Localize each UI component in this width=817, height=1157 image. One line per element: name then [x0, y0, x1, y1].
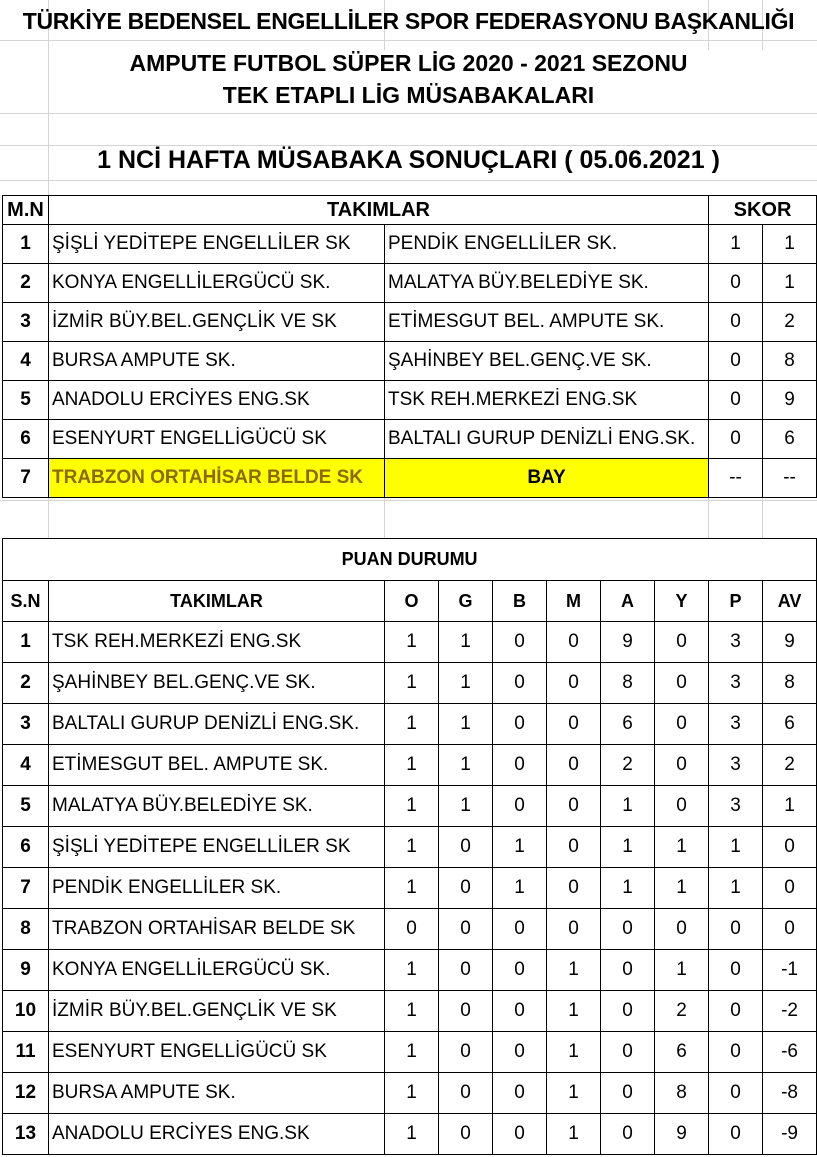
rank: 10 — [3, 991, 49, 1032]
match-number: 7 — [3, 459, 49, 498]
home-team: KONYA ENGELLİLERGÜCÜ SK. — [49, 264, 385, 303]
standings-header-row — [3, 581, 817, 622]
home-score: 0 — [709, 264, 763, 303]
points: 1 — [709, 827, 763, 868]
lost: 0 — [547, 786, 601, 827]
goal-diff: 8 — [763, 663, 817, 704]
points: 0 — [709, 991, 763, 1032]
match-number: 4 — [3, 342, 49, 381]
team-name: ŞAHİNBEY BEL.GENÇ.VE SK. — [49, 663, 385, 704]
points: 3 — [709, 786, 763, 827]
match-number: 1 — [3, 225, 49, 264]
played: 1 — [385, 622, 439, 663]
rank-header: S.N — [3, 581, 49, 622]
home-team: TRABZON ORTAHİSAR BELDE SK — [49, 459, 385, 498]
team-name: PENDİK ENGELLİLER SK. — [49, 868, 385, 909]
lost-header: M — [547, 581, 601, 622]
goals-against: 0 — [655, 909, 709, 950]
goal-diff: 9 — [763, 622, 817, 663]
goals-for: 9 — [601, 622, 655, 663]
home-team: BURSA AMPUTE SK. — [49, 342, 385, 381]
away-score: -- — [763, 459, 817, 498]
away-score: 1 — [763, 225, 817, 264]
goals-for: 0 — [601, 1114, 655, 1155]
standings-row — [3, 950, 817, 991]
goals-for: 1 — [601, 868, 655, 909]
drawn: 0 — [493, 950, 547, 991]
won: 1 — [439, 786, 493, 827]
home-score: 0 — [709, 381, 763, 420]
points: 3 — [709, 622, 763, 663]
lost: 1 — [547, 1114, 601, 1155]
match-row — [3, 420, 817, 459]
won: 1 — [439, 622, 493, 663]
match-header-row — [3, 196, 817, 225]
points: 3 — [709, 745, 763, 786]
rank: 4 — [3, 745, 49, 786]
standings-title: PUAN DURUMU — [3, 539, 817, 581]
standings-row — [3, 827, 817, 868]
match-row — [3, 381, 817, 420]
points: 3 — [709, 663, 763, 704]
goals-against: 1 — [655, 868, 709, 909]
goals-for: 0 — [601, 950, 655, 991]
standings-row — [3, 1032, 817, 1073]
played: 1 — [385, 868, 439, 909]
drawn: 0 — [493, 622, 547, 663]
score-header: SKOR — [709, 196, 817, 225]
match-number: 2 — [3, 264, 49, 303]
goal-diff: -9 — [763, 1114, 817, 1155]
drawn: 0 — [493, 909, 547, 950]
away-score: 6 — [763, 420, 817, 459]
away-score: 8 — [763, 342, 817, 381]
goal-diff: 6 — [763, 704, 817, 745]
goals-for: 6 — [601, 704, 655, 745]
match-results-table — [2, 195, 817, 498]
goal-diff: -2 — [763, 991, 817, 1032]
goals-against: 0 — [655, 663, 709, 704]
away-team: ŞAHİNBEY BEL.GENÇ.VE SK. — [385, 342, 709, 381]
teams-header: TAKIMLAR — [49, 196, 709, 225]
goals-for: 0 — [601, 991, 655, 1032]
points: 0 — [709, 950, 763, 991]
rank: 3 — [3, 704, 49, 745]
won: 0 — [439, 991, 493, 1032]
away-team: ETİMESGUT BEL. AMPUTE SK. — [385, 303, 709, 342]
drawn: 0 — [493, 991, 547, 1032]
played: 1 — [385, 1073, 439, 1114]
standings-row — [3, 786, 817, 827]
drawn: 0 — [493, 704, 547, 745]
goals-against: 6 — [655, 1032, 709, 1073]
won: 0 — [439, 909, 493, 950]
away-score: 9 — [763, 381, 817, 420]
played: 1 — [385, 786, 439, 827]
goals-against: 2 — [655, 991, 709, 1032]
points: 1 — [709, 868, 763, 909]
match-number-header: M.N — [3, 196, 49, 225]
match-number: 6 — [3, 420, 49, 459]
lost: 0 — [547, 745, 601, 786]
league-subtitle: TEK ETAPLI LİG MÜSABAKALARI — [222, 82, 595, 108]
goals-for: 1 — [601, 827, 655, 868]
points-header: P — [709, 581, 763, 622]
drawn: 0 — [493, 663, 547, 704]
rank: 13 — [3, 1114, 49, 1155]
won: 1 — [439, 663, 493, 704]
standings-title-row — [3, 539, 817, 581]
gridline — [48, 497, 49, 539]
won: 0 — [439, 868, 493, 909]
team-name: TSK REH.MERKEZİ ENG.SK — [49, 622, 385, 663]
match-row — [3, 264, 817, 303]
standings-row — [3, 745, 817, 786]
teams-header: TAKIMLAR — [49, 581, 385, 622]
away-score: 1 — [763, 264, 817, 303]
goal-diff: 1 — [763, 786, 817, 827]
team-name: ANADOLU ERCİYES ENG.SK — [49, 1114, 385, 1155]
rank: 12 — [3, 1073, 49, 1114]
gridline — [0, 113, 817, 114]
standings-row — [3, 909, 817, 950]
won: 0 — [439, 1073, 493, 1114]
drawn: 0 — [493, 786, 547, 827]
home-team: ANADOLU ERCİYES ENG.SK — [49, 381, 385, 420]
played: 1 — [385, 950, 439, 991]
team-name: BALTALI GURUP DENİZLİ ENG.SK. — [49, 704, 385, 745]
goal-diff: 0 — [763, 827, 817, 868]
team-name: ETİMESGUT BEL. AMPUTE SK. — [49, 745, 385, 786]
team-name: BURSA AMPUTE SK. — [49, 1073, 385, 1114]
home-score: 0 — [709, 303, 763, 342]
gridline — [384, 497, 385, 539]
match-row — [3, 342, 817, 381]
goal-diff: -8 — [763, 1073, 817, 1114]
lost: 1 — [547, 1032, 601, 1073]
away-team: PENDİK ENGELLİLER SK. — [385, 225, 709, 264]
points: 0 — [709, 1073, 763, 1114]
standings-row — [3, 1073, 817, 1114]
away-score: 2 — [763, 303, 817, 342]
home-score: 0 — [709, 342, 763, 381]
standings-row — [3, 622, 817, 663]
away-team: MALATYA BÜY.BELEDİYE SK. — [385, 264, 709, 303]
rank: 7 — [3, 868, 49, 909]
away-team: BAY — [385, 459, 709, 498]
points: 0 — [709, 1032, 763, 1073]
gridline — [762, 497, 763, 539]
match-number: 3 — [3, 303, 49, 342]
lost: 0 — [547, 704, 601, 745]
goals-against: 8 — [655, 1073, 709, 1114]
goal-diff-header: AV — [763, 581, 817, 622]
goals-against: 0 — [655, 622, 709, 663]
goals-against: 9 — [655, 1114, 709, 1155]
team-name: ESENYURT ENGELLİGÜCÜ SK — [49, 1032, 385, 1073]
standings-row — [3, 704, 817, 745]
goals-for: 8 — [601, 663, 655, 704]
goals-for: 2 — [601, 745, 655, 786]
away-team: TSK REH.MERKEZİ ENG.SK — [385, 381, 709, 420]
played: 1 — [385, 1032, 439, 1073]
lost: 0 — [547, 827, 601, 868]
gridline — [0, 500, 817, 501]
standings-row — [3, 1114, 817, 1155]
goals-against: 0 — [655, 745, 709, 786]
won: 0 — [439, 1032, 493, 1073]
league-title: AMPUTE FUTBOL SÜPER LİG 2020 - 2021 SEZONU — [129, 50, 688, 76]
goals-for: 0 — [601, 909, 655, 950]
home-score: -- — [709, 459, 763, 498]
played: 1 — [385, 745, 439, 786]
lost: 0 — [547, 868, 601, 909]
home-team: ESENYURT ENGELLİGÜCÜ SK — [49, 420, 385, 459]
goals-for: 0 — [601, 1073, 655, 1114]
goal-diff: 2 — [763, 745, 817, 786]
drawn: 0 — [493, 1032, 547, 1073]
points: 0 — [709, 909, 763, 950]
rank: 8 — [3, 909, 49, 950]
goal-diff: 0 — [763, 909, 817, 950]
won: 0 — [439, 827, 493, 868]
federation-title: TÜRKİYE BEDENSEL ENGELLİLER SPOR FEDERASYONU BAŞKANLIĞI — [22, 8, 795, 34]
lost: 0 — [547, 622, 601, 663]
played: 0 — [385, 909, 439, 950]
rank: 11 — [3, 1032, 49, 1073]
home-team: İZMİR BÜY.BEL.GENÇLİK VE SK — [49, 303, 385, 342]
drawn: 1 — [493, 827, 547, 868]
lost: 1 — [547, 950, 601, 991]
drawn: 0 — [493, 1114, 547, 1155]
match-row — [3, 303, 817, 342]
gridline — [0, 180, 817, 181]
goals-for: 0 — [601, 1032, 655, 1073]
played: 1 — [385, 1114, 439, 1155]
standings-row — [3, 868, 817, 909]
week-results-title: 1 NCİ HAFTA MÜSABAKA SONUÇLARI ( 05.06.2021 ) — [97, 146, 720, 174]
played: 1 — [385, 991, 439, 1032]
goals-for: 1 — [601, 786, 655, 827]
lost: 1 — [547, 991, 601, 1032]
won: 0 — [439, 1114, 493, 1155]
goals-against: 1 — [655, 827, 709, 868]
drawn: 0 — [493, 1073, 547, 1114]
home-score: 0 — [709, 420, 763, 459]
team-name: KONYA ENGELLİLERGÜCÜ SK. — [49, 950, 385, 991]
lost: 0 — [547, 663, 601, 704]
team-name: MALATYA BÜY.BELEDİYE SK. — [49, 786, 385, 827]
won: 1 — [439, 704, 493, 745]
won-header: G — [439, 581, 493, 622]
rank: 9 — [3, 950, 49, 991]
points: 3 — [709, 704, 763, 745]
match-row — [3, 225, 817, 264]
goal-diff: -6 — [763, 1032, 817, 1073]
standings-row — [3, 991, 817, 1032]
goal-diff: 0 — [763, 868, 817, 909]
rank: 2 — [3, 663, 49, 704]
goals-against: 0 — [655, 786, 709, 827]
points: 0 — [709, 1114, 763, 1155]
drawn: 0 — [493, 745, 547, 786]
goals-against-header: Y — [655, 581, 709, 622]
drawn: 1 — [493, 868, 547, 909]
rank: 5 — [3, 786, 49, 827]
drawn-header: B — [493, 581, 547, 622]
team-name: ŞİŞLİ YEDİTEPE ENGELLİLER SK — [49, 827, 385, 868]
gridline — [0, 40, 817, 41]
played: 1 — [385, 663, 439, 704]
match-row — [3, 459, 817, 498]
lost: 0 — [547, 909, 601, 950]
gridline — [708, 497, 709, 539]
won: 1 — [439, 745, 493, 786]
match-number: 5 — [3, 381, 49, 420]
standings-row — [3, 663, 817, 704]
goal-diff: -1 — [763, 950, 817, 991]
team-name: TRABZON ORTAHİSAR BELDE SK — [49, 909, 385, 950]
goals-against: 0 — [655, 704, 709, 745]
away-team: BALTALI GURUP DENİZLİ ENG.SK. — [385, 420, 709, 459]
home-score: 1 — [709, 225, 763, 264]
played: 1 — [385, 827, 439, 868]
rank: 6 — [3, 827, 49, 868]
won: 0 — [439, 950, 493, 991]
goals-against: 1 — [655, 950, 709, 991]
played-header: O — [385, 581, 439, 622]
standings-table — [2, 538, 817, 1155]
goals-for-header: A — [601, 581, 655, 622]
played: 1 — [385, 704, 439, 745]
team-name: İZMİR BÜY.BEL.GENÇLİK VE SK — [49, 991, 385, 1032]
rank: 1 — [3, 622, 49, 663]
lost: 1 — [547, 1073, 601, 1114]
home-team: ŞİŞLİ YEDİTEPE ENGELLİLER SK — [49, 225, 385, 264]
